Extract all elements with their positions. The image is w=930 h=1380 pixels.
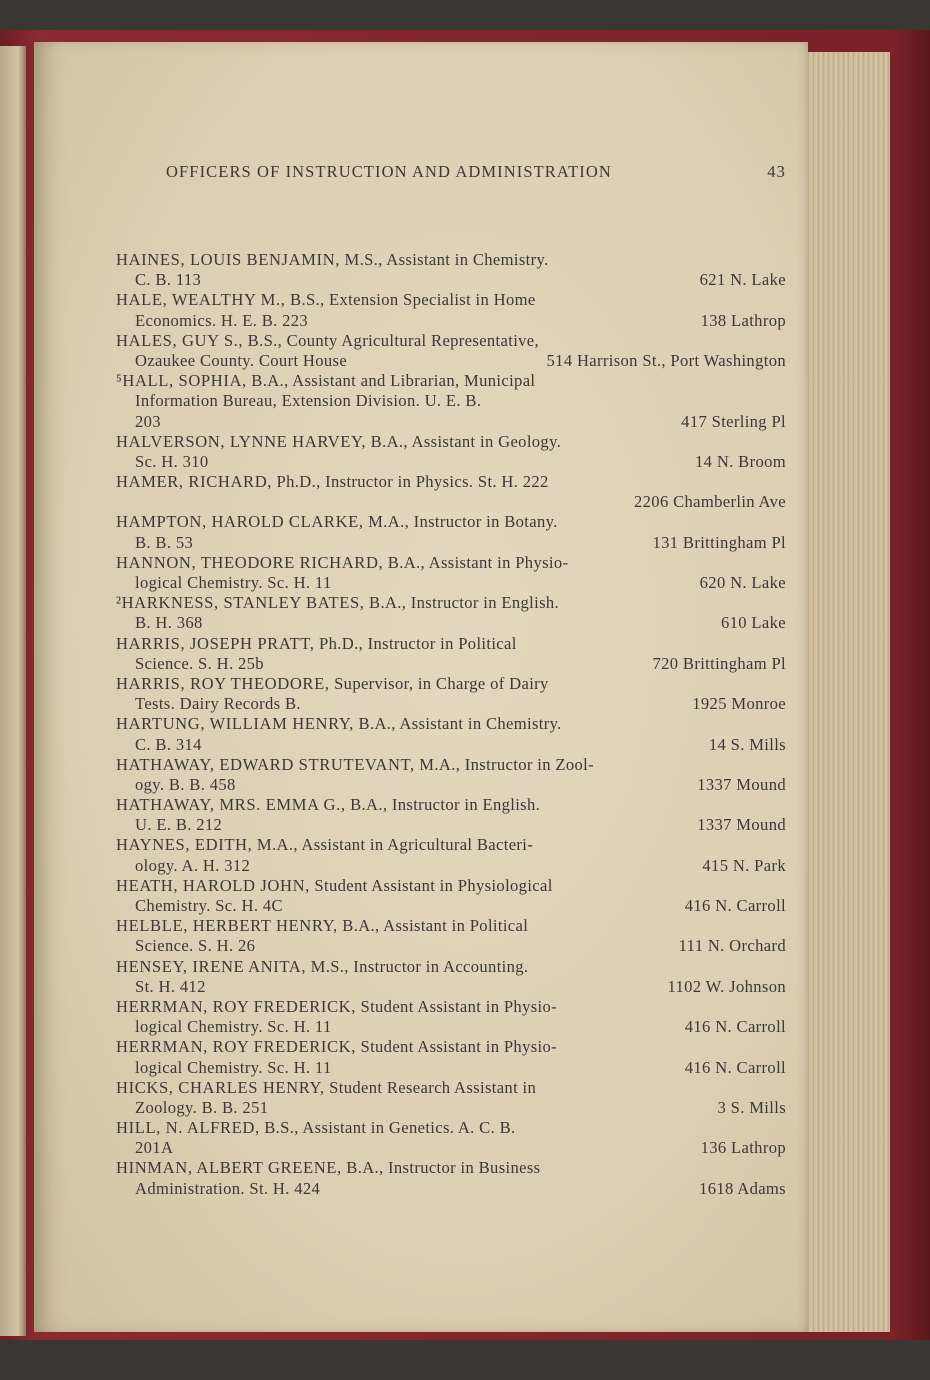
directory-entry: [116, 876, 786, 916]
entry-name: HATHAWAY, EDWARD STRUTEVANT,: [116, 754, 415, 774]
entry-title: Student Assistant in Physio-: [356, 996, 558, 1016]
entry-title: B.A., Instructor in English.: [345, 795, 541, 815]
directory-entry: [116, 512, 786, 552]
entry-name: HALE, WEALTHY M.,: [116, 290, 286, 310]
entry-title: Supervisor, in Charge of Dairy: [329, 673, 549, 693]
entry-location: Tests. Dairy Records B.: [135, 694, 301, 714]
entry-title: B.A., Assistant in Chemistry.: [354, 714, 562, 734]
directory-entry: [116, 472, 786, 512]
entry-location: 203: [135, 411, 161, 431]
entry-location: Ozaukee County. Court House: [135, 350, 348, 370]
entry-location: ology. A. H. 312: [135, 855, 251, 875]
directory-entry: [116, 1037, 786, 1077]
directory-entry: [116, 916, 786, 956]
entry-location: Science. S. H. 25b: [135, 653, 264, 673]
entry-name: HERRMAN, ROY FREDERICK,: [116, 1037, 356, 1057]
entry-name: HALES, GUY S.,: [116, 330, 244, 350]
entry-title: B.A., Assistant in Geology.: [366, 431, 562, 451]
entry-address: 1337 Mound: [697, 774, 786, 794]
entry-location: Administration. St. H. 424: [135, 1178, 321, 1198]
entry-location: Science. S. H. 26: [135, 936, 256, 956]
entry-location: St. H. 412: [135, 976, 206, 996]
entry-address: 720 Brittingham Pl: [652, 653, 786, 673]
entry-location: Information Bureau, Extension Division. U. E. B.: [135, 391, 482, 411]
entry-title: B.A., Instructor in Business: [341, 1158, 541, 1178]
entry-name: ⁵HALL, SOPHIA,: [116, 371, 247, 391]
directory-entry: [116, 290, 786, 330]
entry-name: HEATH, HAROLD JOHN,: [116, 875, 310, 895]
entry-location: B. B. 53: [135, 532, 194, 552]
entry-title: M.A., Assistant in Agricultural Bacteri-: [252, 835, 534, 855]
entry-address: 1337 Mound: [697, 815, 786, 835]
entry-title: M.S., Assistant in Chemistry.: [340, 250, 549, 269]
directory-entry: [116, 371, 786, 432]
entry-name: HAINES, LOUIS BENJAMIN,: [116, 250, 340, 269]
entry-name: HENSEY, IRENE ANITA,: [116, 956, 307, 976]
facing-page-edge: [0, 46, 26, 1336]
entry-title: B.A., Instructor in English.: [364, 593, 560, 613]
entry-location: logical Chemistry. Sc. H. 11: [135, 573, 332, 592]
entry-address: 1925 Monroe: [692, 694, 786, 714]
entry-title: Ph.D., Instructor in Political: [314, 633, 517, 653]
entry-address: 138 Lathrop: [700, 310, 786, 330]
directory-entry: [116, 714, 786, 754]
entry-name: HILL, N. ALFRED,: [116, 1118, 260, 1138]
directory-entry: [116, 1158, 786, 1198]
entry-location: C. B. 314: [135, 734, 202, 754]
entry-name: HELBLE, HERBERT HENRY,: [116, 916, 338, 936]
entry-location: Zoology. B. B. 251: [135, 1097, 269, 1117]
entry-location: Sc. H. 310: [135, 451, 209, 471]
entry-address: 111 N. Orchard: [678, 936, 786, 956]
entry-name: HERRMAN, ROY FREDERICK,: [116, 996, 356, 1016]
entry-name: HARTUNG, WILLIAM HENRY,: [116, 714, 355, 734]
entry-location: B. H. 368: [135, 613, 203, 633]
entry-title: Student Assistant in Physiological: [309, 875, 553, 895]
book-page: [34, 42, 808, 1332]
entry-title: B.S., Extension Specialist in Home: [285, 290, 536, 310]
entry-address: 416 N. Carroll: [684, 1017, 786, 1037]
directory-entry: [116, 1078, 786, 1118]
entry-name: HATHAWAY, MRS. EMMA G.,: [116, 795, 346, 815]
entry-location: U. E. B. 212: [135, 815, 223, 835]
entry-address: 415 N. Park: [702, 855, 786, 875]
entry-title: M.A., Instructor in Zool-: [414, 754, 594, 774]
entry-address: 14 N. Broom: [695, 451, 786, 471]
entry-address: 514 Harrison St., Port Washington: [546, 350, 786, 370]
entry-title: B.A., Assistant in Political: [337, 916, 529, 936]
entry-name: HALVERSON, LYNNE HARVEY,: [116, 431, 367, 451]
page-stack-edge: [800, 52, 890, 1332]
running-head: [166, 162, 786, 186]
entry-location: logical Chemistry. Sc. H. 11: [135, 1057, 332, 1077]
page-number: 43: [767, 162, 786, 181]
entry-title: Student Research Assistant in: [324, 1077, 537, 1097]
entry-name: HICKS, CHARLES HENRY,: [116, 1077, 325, 1097]
directory-entry: [116, 795, 786, 835]
entry-name: HINMAN, ALBERT GREENE,: [116, 1158, 342, 1178]
directory-entry: [116, 835, 786, 875]
directory-entry: [116, 997, 786, 1037]
directory-entry: [116, 331, 786, 371]
entry-title: B.A., Assistant in Physio-: [383, 552, 569, 572]
entry-address: 131 Brittingham Pl: [652, 532, 786, 552]
directory-entry: [116, 674, 786, 714]
entry-name: HARRIS, JOSEPH PRATT,: [116, 633, 315, 653]
directory-entry: [116, 432, 786, 472]
directory-entry: [116, 593, 786, 633]
entry-title: M.S., Instructor in Accounting.: [306, 956, 529, 976]
entry-location: logical Chemistry. Sc. H. 11: [135, 1017, 332, 1037]
entry-address: 1618 Adams: [699, 1178, 786, 1198]
entry-name: HARRIS, ROY THEODORE,: [116, 673, 330, 693]
entry-location: 201A: [135, 1138, 174, 1158]
directory-entry: [116, 957, 786, 997]
entry-name: HANNON, THEODORE RICHARD,: [116, 552, 384, 572]
entry-location: Economics. H. E. B. 223: [135, 310, 309, 330]
entry-address: 14 S. Mills: [708, 734, 786, 754]
entry-location: Chemistry. Sc. H. 4C: [135, 896, 283, 915]
entry-location: C. B. 113: [135, 270, 202, 290]
entry-address: 2206 Chamberlin Ave: [634, 492, 786, 512]
entry-address: 1102 W. Johnson: [667, 976, 786, 996]
entry-address: 3 S. Mills: [717, 1097, 786, 1117]
entry-address: 416 N. Carroll: [684, 1057, 786, 1077]
entry-location: ogy. B. B. 458: [135, 774, 236, 794]
entry-title: B.S., County Agricultural Representative,: [243, 330, 540, 350]
directory-entry: [116, 634, 786, 674]
running-title: OFFICERS OF INSTRUCTION AND ADMINISTRATION: [166, 162, 612, 181]
entry-address: 416 N. Carroll: [684, 896, 786, 915]
directory-entry: [116, 755, 786, 795]
entry-title: Ph.D., Instructor in Physics. St. H. 222: [272, 472, 549, 492]
entry-address: 621 N. Lake: [699, 270, 786, 290]
entry-address: 620 N. Lake: [699, 573, 786, 592]
entry-title: M.A., Instructor in Botany.: [363, 512, 558, 532]
directory-entry: [116, 553, 786, 593]
entry-title: B.S., Assistant in Genetics. A. C. B.: [259, 1118, 516, 1138]
entry-name: HAMER, RICHARD,: [116, 472, 273, 492]
entry-name: HAYNES, EDITH,: [116, 835, 253, 855]
directory-entry: [116, 1118, 786, 1158]
entry-title: B.A., Assistant and Librarian, Municipal: [246, 371, 536, 391]
entry-name: HAMPTON, HAROLD CLARKE,: [116, 512, 364, 532]
entry-name: ²HARKNESS, STANLEY BATES,: [116, 593, 365, 613]
entry-address: 136 Lathrop: [700, 1138, 786, 1158]
directory-entries: [116, 250, 786, 1199]
entry-title: Student Assistant in Physio-: [356, 1037, 558, 1057]
entry-address: 610 Lake: [720, 613, 786, 633]
directory-entry: [116, 250, 786, 290]
entry-address: 417 Sterling Pl: [681, 411, 786, 431]
